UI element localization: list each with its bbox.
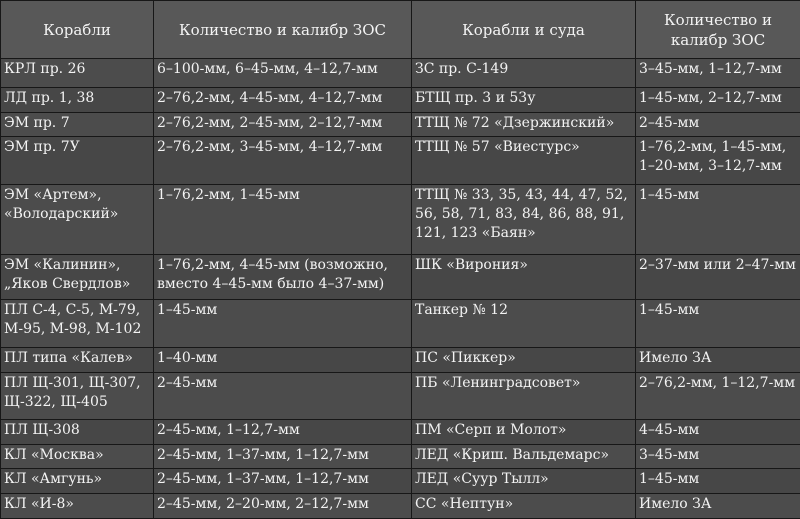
- armament-cell: 2–45-мм, 2–20-мм, 2–12,7-мм: [154, 494, 412, 519]
- vessel-cell: БТЩ пр. 3 и 53у: [412, 87, 636, 112]
- armament-cell: 4–45-мм: [636, 419, 800, 444]
- armament-cell: 1–76,2-мм, 1–45-мм: [154, 184, 412, 254]
- armament-cell: 2–45-мм, 1–37-мм, 1–12,7-мм: [154, 469, 412, 494]
- header-aa-armament-2: Количество и калибр ЗОС: [636, 1, 800, 59]
- armament-cell: 2–37-мм или 2–47-мм: [636, 254, 800, 299]
- armament-cell: 3–45-мм, 1–12,7-мм: [636, 59, 800, 88]
- ship-cell: ЭМ пр. 7: [1, 112, 154, 137]
- ship-cell: КЛ «Москва»: [1, 444, 154, 469]
- table-row: [1, 137, 800, 184]
- armament-cell: 2–76,2-мм, 3–45-мм, 4–12,7-мм: [154, 137, 412, 184]
- ship-cell: ЭМ «Артем», «Володарский»: [1, 184, 154, 254]
- vessel-cell: Танкер № 12: [412, 300, 636, 347]
- header-ships: Корабли: [1, 1, 154, 59]
- ship-cell: КЛ «И-8»: [1, 494, 154, 519]
- ship-cell: ПЛ С-4, С-5, М-79, М-95, М-98, М-102: [1, 300, 154, 347]
- armament-cell: Имело ЗА: [636, 494, 800, 519]
- table-row: [1, 254, 800, 299]
- table-row: [1, 347, 800, 372]
- table-row: [1, 184, 800, 254]
- armament-cell: 1–45-мм: [636, 469, 800, 494]
- table-row: [1, 494, 800, 519]
- table-row: [1, 87, 800, 112]
- table-row: [1, 300, 800, 347]
- table-row: [1, 112, 800, 137]
- ship-cell: ПЛ Щ-308: [1, 419, 154, 444]
- vessel-cell: СС «Нептун»: [412, 494, 636, 519]
- table-row: [1, 419, 800, 444]
- ship-cell: ЭМ пр. 7У: [1, 137, 154, 184]
- armament-cell: 2–45-мм: [636, 112, 800, 137]
- vessel-cell: ПС «Пиккер»: [412, 347, 636, 372]
- table-row: [1, 444, 800, 469]
- armament-cell: 1–40-мм: [154, 347, 412, 372]
- armament-cell: 1–76,2-мм, 1–45-мм, 1–20-мм, 3–12,7-мм: [636, 137, 800, 184]
- ship-cell: ПЛ типа «Калев»: [1, 347, 154, 372]
- armament-cell: 1–76,2-мм, 4–45-мм (возможно, вместо 4–45-мм было 4–37-мм): [154, 254, 412, 299]
- armament-cell: 1–45-мм: [636, 300, 800, 347]
- armament-cell: 2–76,2-мм, 4–45-мм, 4–12,7-мм: [154, 87, 412, 112]
- armament-cell: 3–45-мм: [636, 444, 800, 469]
- table-header: [1, 1, 800, 59]
- vessel-cell: ЗС пр. С-149: [412, 59, 636, 88]
- armament-cell: 1–45-мм: [636, 184, 800, 254]
- armament-cell: 1–45-мм: [154, 300, 412, 347]
- ship-cell: КРЛ пр. 26: [1, 59, 154, 88]
- armament-cell: 2–45-мм, 1–37-мм, 1–12,7-мм: [154, 444, 412, 469]
- armament-cell: 2–76,2-мм, 1–12,7-мм: [636, 372, 800, 419]
- armament-cell: 2–76,2-мм, 2–45-мм, 2–12,7-мм: [154, 112, 412, 137]
- ship-cell: ПЛ Щ-301, Щ-307, Щ-322, Щ-405: [1, 372, 154, 419]
- armament-cell: 2–45-мм: [154, 372, 412, 419]
- table-row: [1, 469, 800, 494]
- ship-cell: ЭМ «Калинин», „Яков Свердлов»: [1, 254, 154, 299]
- header-row: [1, 1, 800, 59]
- header-aa-armament: Количество и калибр ЗОС: [154, 1, 412, 59]
- vessel-cell: ПМ «Серп и Молот»: [412, 419, 636, 444]
- armament-cell: Имело ЗА: [636, 347, 800, 372]
- vessel-cell: ЛЕД «Криш. Вальдемарс»: [412, 444, 636, 469]
- table-row: [1, 372, 800, 419]
- armament-cell: 2–45-мм, 1–12,7-мм: [154, 419, 412, 444]
- vessel-cell: ТТЩ № 72 «Дзержинский»: [412, 112, 636, 137]
- vessel-cell: ПБ «Ленинградсовет»: [412, 372, 636, 419]
- ship-cell: КЛ «Амгунь»: [1, 469, 154, 494]
- vessel-cell: ШК «Вирония»: [412, 254, 636, 299]
- vessel-cell: ТТЩ № 33, 35, 43, 44, 47, 52, 56, 58, 71, 83, 84, 86, 88, 91, 121, 123 «Баян»: [412, 184, 636, 254]
- armament-cell: 1–45-мм, 2–12,7-мм: [636, 87, 800, 112]
- table-row: [1, 59, 800, 88]
- armament-cell: 6–100-мм, 6–45-мм, 4–12,7-мм: [154, 59, 412, 88]
- ship-cell: ЛД пр. 1, 38: [1, 87, 154, 112]
- header-ships-and-vessels: Корабли и суда: [412, 1, 636, 59]
- vessel-cell: ЛЕД «Суур Тылл»: [412, 469, 636, 494]
- vessel-cell: ТТЩ № 57 «Виестурс»: [412, 137, 636, 184]
- table-body: [1, 59, 800, 519]
